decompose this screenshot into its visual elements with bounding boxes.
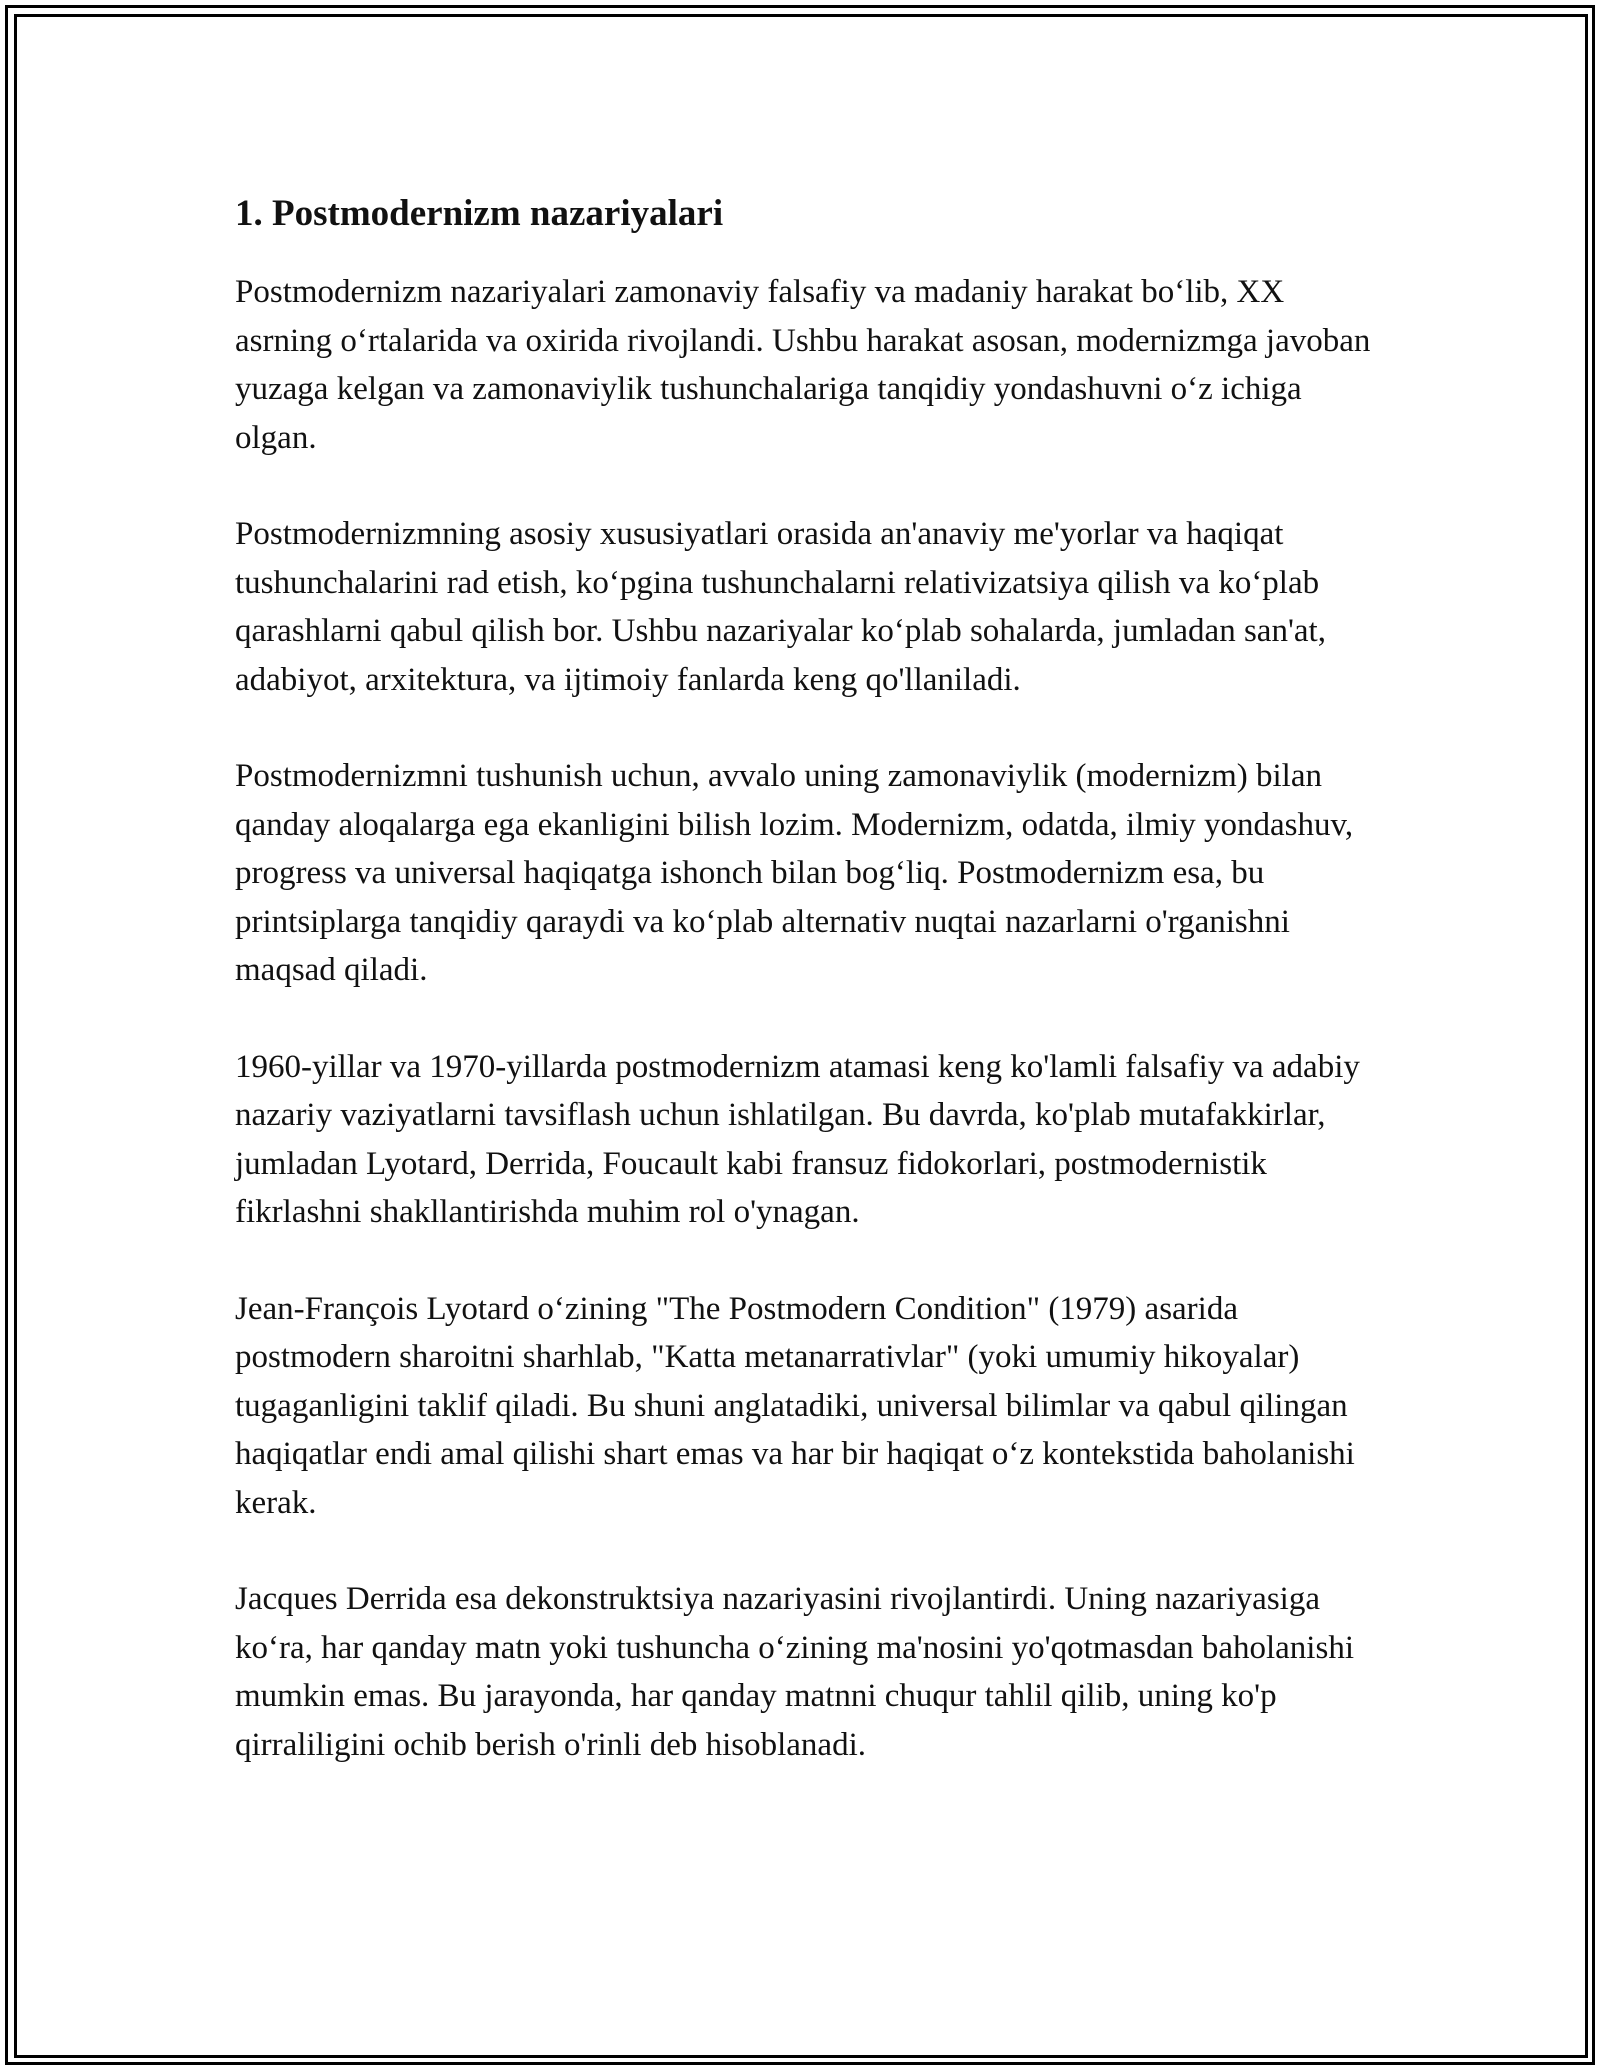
paragraph-1: Postmodernizm nazariyalari zamonaviy falsafiy va madaniy harakat bo‘lib, XX asrning o‘rtalarida va oxirida rivojlandi. Ushbu harakat asosan, modernizmga javoban yuzaga kelgan va zamonaviylik tushunchalariga tanqidiy yondashuvni o‘z ichiga olgan. — [235, 274, 1371, 456]
paragraph-6: Jacques Derrida esa dekonstruktsiya nazariyasini rivojlantirdi. Uning nazariyasiga ko‘ra, har qanday matn yoki tushuncha o‘zining ma'nosini yo'qotmasdan baholanishi mumkin emas. Bu jarayonda, har qanday matnni chuqur tahlil qilib, uning ko'p qirraliligini ochib berish o'rinli deb hisoblanadi. — [235, 1581, 1354, 1763]
paragraph-5: Jean-François Lyotard o‘zining "The Postmodern Condition" (1979) asarida postmodern sharoitni sharhlab, "Katta metanarrativlar" (yoki umumiy hikoyalar) tugaganligini taklif qiladi. Bu shuni anglatadiki, universal bilimlar va qabul qilingan haqiqatlar endi amal qilishi shart emas va har bir haqiqat o‘z kontekstida baholanishi kerak. — [235, 1290, 1355, 1521]
paragraph-2: Postmodernizmning asosiy xususiyatlari orasida an'anaviy me'yorlar va haqiqat tushunchalarini rad etish, ko‘pgina tushunchalarni relativizatsiya qilish va ko‘plab qarashlarni qabul qilish bor. Ushbu nazariyalar ko‘plab sohalarda, jumladan san'at, adabiyot, arxitektura, va ijtimoiy fanlarda keng qo'llaniladi. — [235, 516, 1326, 698]
section-title: 1. Postmodernizm nazariyalari — [235, 193, 724, 234]
paragraph-3: Postmodernizmni tushunish uchun, avvalo uning zamonaviylik (modernizm) bilan qanday aloqalarga ega ekanligini bilish lozim. Modernizm, odatda, ilmiy yondashuv, progress va universal haqiqatga ishonch bilan bog‘liq. Postmodernizm esa, bu printsiplarga tanqidiy qaraydi va ko‘plab alternativ nuqtai nazarlarni o'rganishni maqsad qiladi. — [235, 758, 1354, 988]
document-body — [235, 186, 1385, 1817]
paragraph-4: 1960-yillar va 1970-yillarda postmodernizm atamasi keng ko'lamli falsafiy va adabiy nazariy vaziyatlarni tavsiflash uchun ishlatilgan. Bu davrda, ko'plab mutafakkirlar, jumladan Lyotard, Derrida, Foucault kabi fransuz fidokorlari, postmodernistik fikrlashni shakllantirishda muhim rol o'ynagan. — [235, 1048, 1360, 1230]
